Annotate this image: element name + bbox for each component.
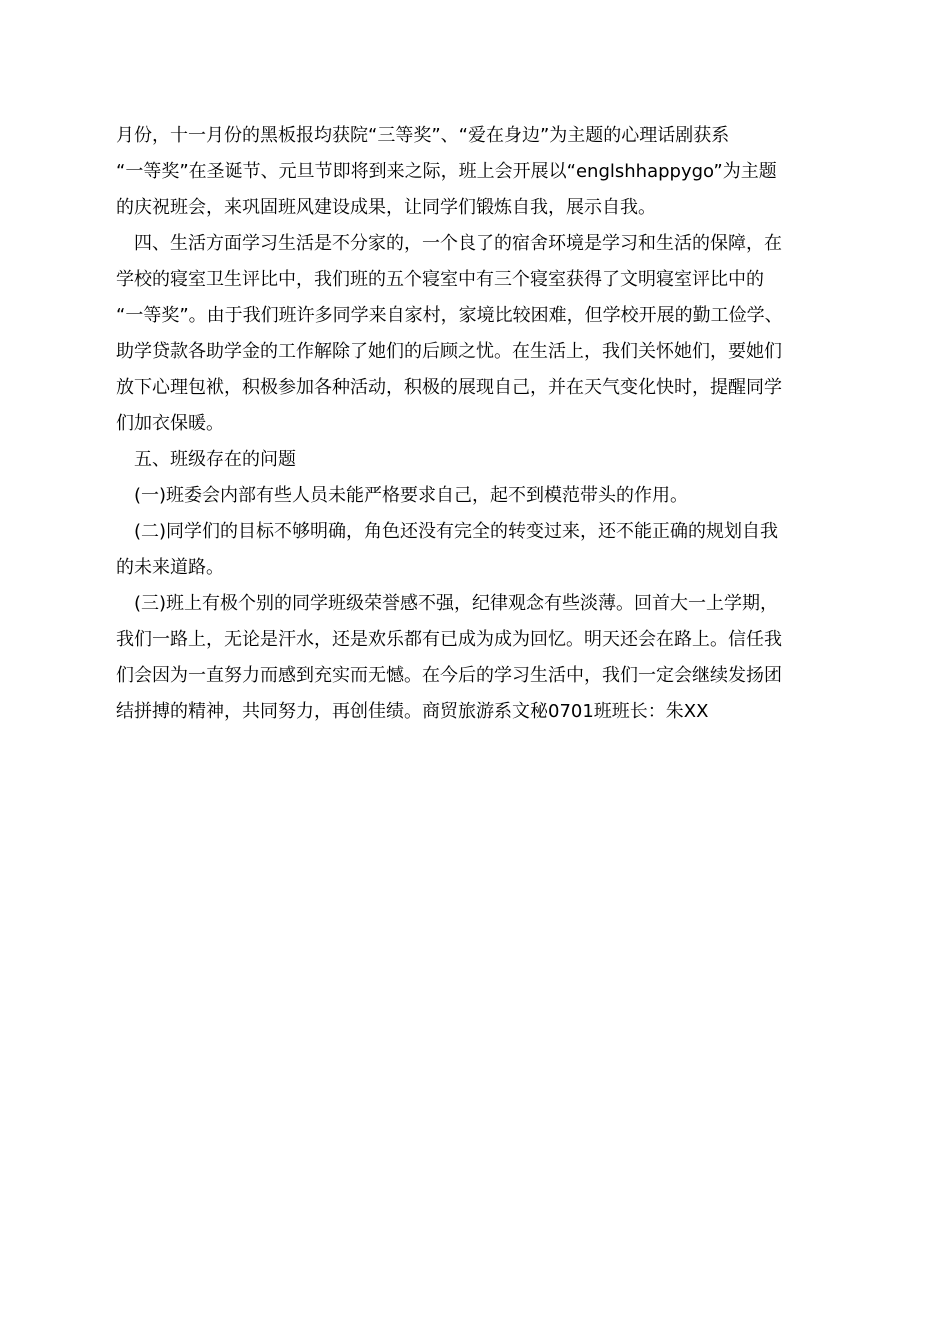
section-heading-5: 五、班级存在的问题	[134, 449, 296, 470]
list-item-2: (二)同学们的目标不够明确，角色还没有完全的转变过来，还不能正确的规划自我	[134, 521, 779, 542]
text-line: 的庆祝班会，来巩固班风建设成果，让同学们锻炼自我，展示自我。	[116, 197, 656, 218]
text-line: 的未来道路。	[116, 557, 224, 578]
section-heading-4-line: 四、生活方面学习生活是不分家的，一个良了的宿舍环境是学习和生活的保障，在	[134, 233, 782, 254]
text-line: 学校的寝室卫生评比中，我们班的五个寝室中有三个寝室获得了文明寝室评比中的	[116, 269, 764, 290]
text-line: “一等奖”在圣诞节、元旦节即将到来之际，班上会开展以“englshhappygo”为主题	[116, 161, 777, 182]
text-line: 月份，十一月份的黑板报均获院“三等奖”、“爱在身边”为主题的心理话剧获系	[116, 125, 730, 146]
text-line: 放下心理包袱，积极参加各种活动，积极的展现自己，并在天气变化快时，提醒同学	[116, 377, 782, 398]
text-line: 助学贷款各助学金的工作解除了她们的后顾之忧。在生活上，我们关怀她们，要她们	[116, 341, 782, 362]
body-text	[116, 118, 846, 730]
list-item-3: (三)班上有极个别的同学班级荣誉感不强，纪律观念有些淡薄。回首大一上学期，	[134, 593, 779, 614]
text-line: 我们一路上，无论是汗水，还是欢乐都有已成为成为回忆。明天还会在路上。信任我	[116, 629, 782, 650]
text-line: 们加衣保暖。	[116, 413, 224, 434]
list-item-1: (一)班委会内部有些人员未能严格要求自己，起不到模范带头的作用。	[134, 485, 689, 506]
text-line: “一等奖”。由于我们班许多同学来自家村，家境比较困难，但学校开展的勤工俭学、	[116, 305, 783, 326]
signature-line: 结拼搏的精神，共同努力，再创佳绩。商贸旅游系文秘0701班班长：朱XX	[116, 701, 709, 722]
text-line: 们会因为一直努力而感到充实而无憾。在今后的学习生活中，我们一定会继续发扬团	[116, 665, 782, 686]
